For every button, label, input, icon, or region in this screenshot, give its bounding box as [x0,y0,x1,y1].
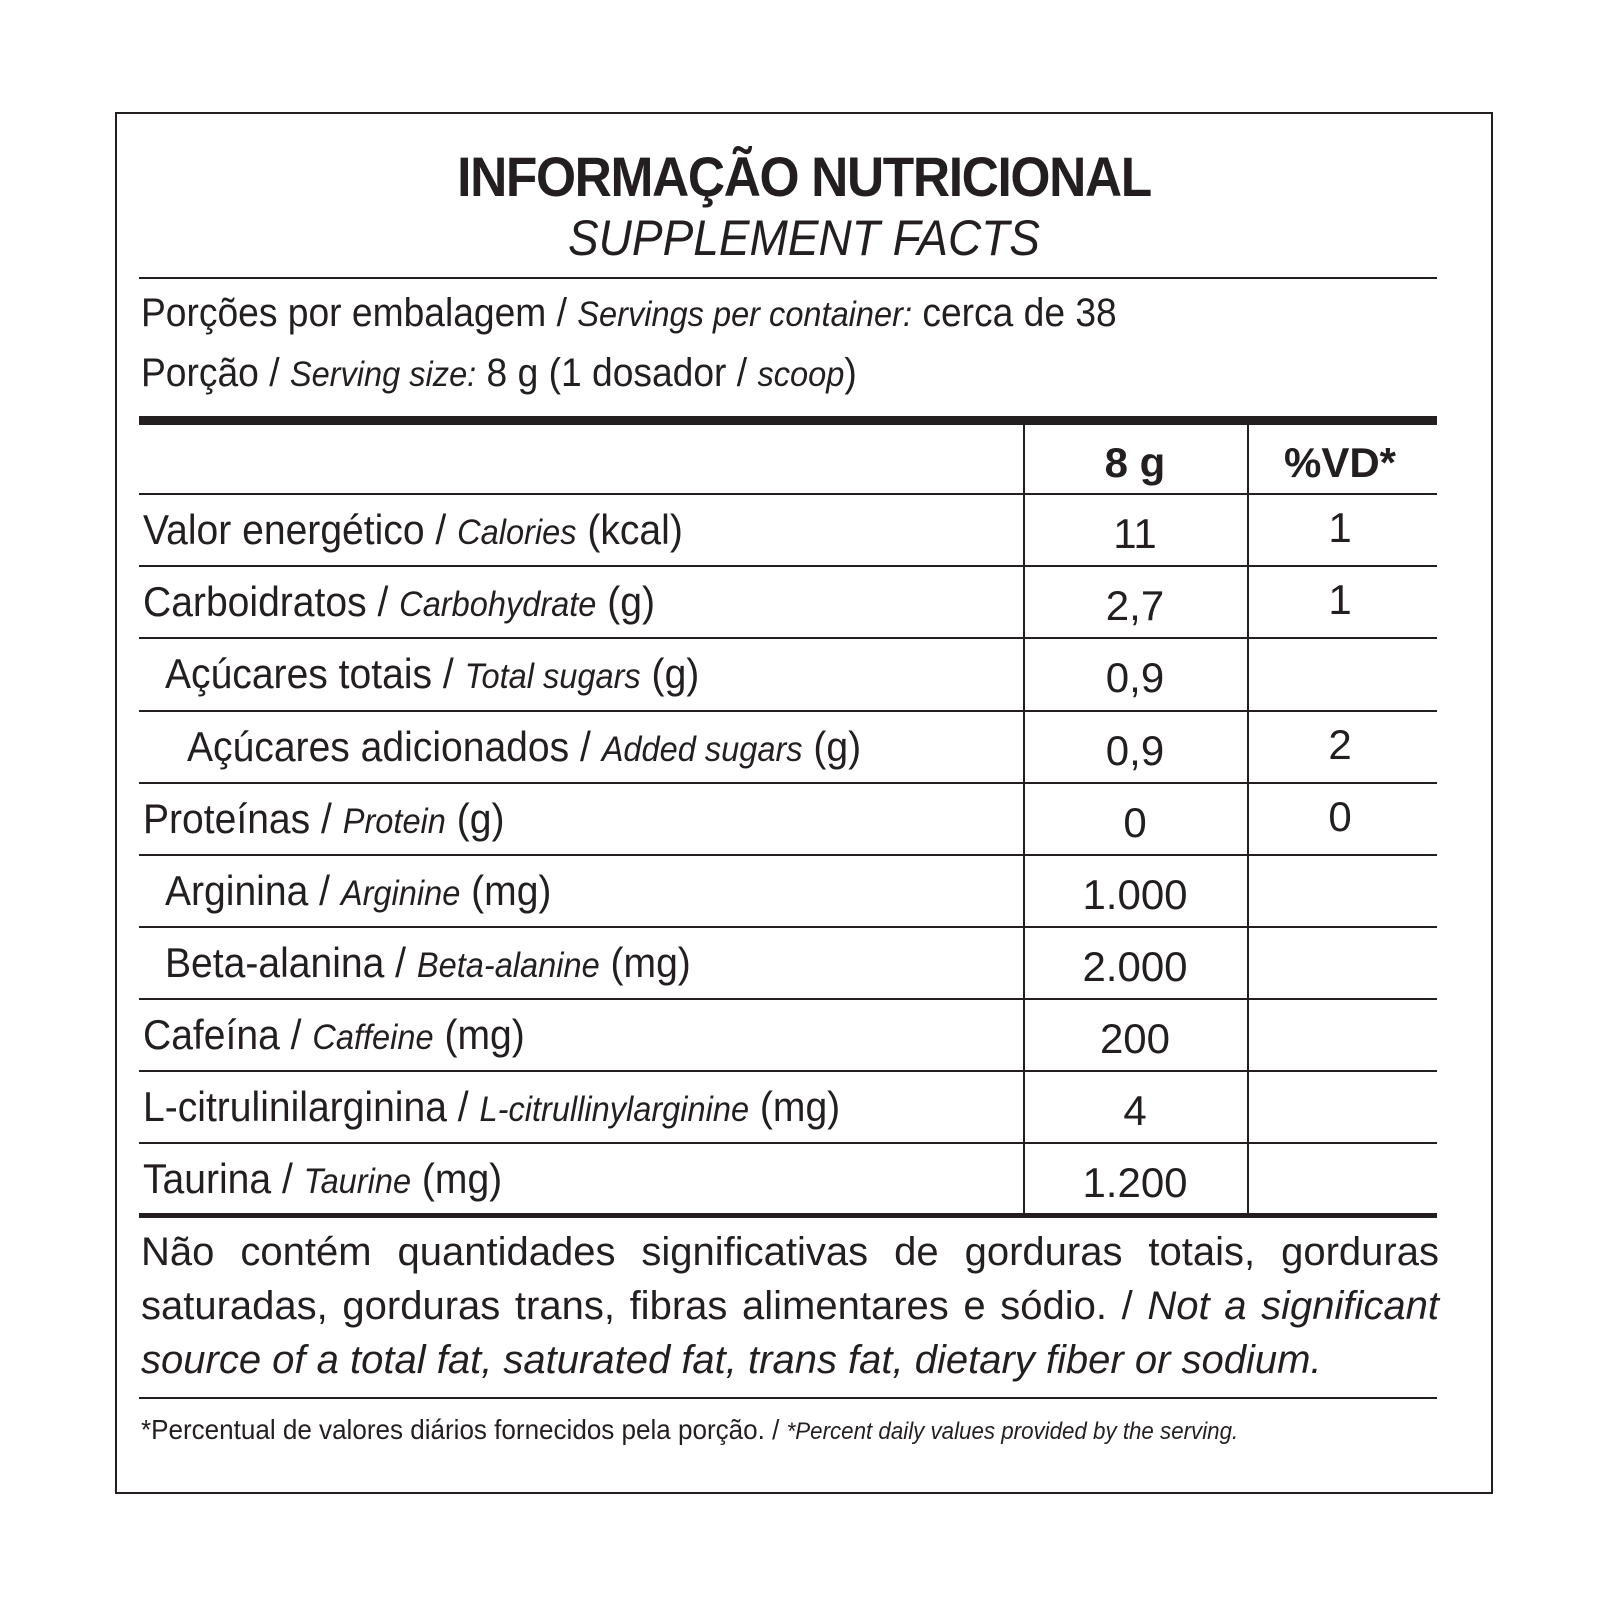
table-row-value: 4 [1123,1087,1147,1134]
row-name-pt: Valor energético / [143,506,458,553]
table-row-name [143,1011,525,1059]
row-divider [139,782,1437,784]
row-name-pt: Carboidratos / [143,578,400,625]
servings-pt: Porções por embalagem / [141,291,578,335]
row-name-en: Beta-alanine [416,946,600,985]
servings-per-container [141,291,1117,336]
row-divider [139,710,1437,712]
row-unit: (g) [640,650,700,697]
divider-thick-bottom [139,1213,1437,1218]
row-name-pt: Proteínas / [143,795,343,842]
serving-size-scoop: scoop [757,355,845,394]
table-row-value: 2,7 [1105,582,1165,629]
row-name-pt: L-citrulinilarginina / [143,1083,480,1130]
row-divider [139,998,1437,1000]
row-name-en: Caffeine [312,1018,434,1057]
row-name-en: Added sugars [601,730,803,769]
row-name-en: Carbohydrate [399,585,597,624]
note-en: Not a significant source of a total fat, saturated fat, trans fat, dietary fiber or sodium. [141,1284,1439,1382]
row-unit: (mg) [749,1083,841,1130]
table-row-value: 1.200 [1082,1159,1188,1206]
table-row-value: 0,9 [1105,654,1165,701]
footnote-en: *Percent daily values provided by the serving. [786,1418,1239,1445]
divider-footnote [139,1397,1437,1399]
row-divider [139,637,1437,639]
label-subtitle: SUPPLEMENT FACTS [567,210,1040,266]
footnote [141,1414,1238,1446]
nutrition-label [115,112,1493,1494]
table-row-name [143,506,683,554]
not-significant-note [141,1225,1439,1387]
column-header-dv: %VD* [1283,439,1397,486]
table-row-dv: 0 [1328,793,1352,840]
column-header-amount: 8 g [1104,439,1166,486]
label-title: INFORMAÇÃO NUTRICIONAL [457,145,1151,208]
row-divider [139,854,1437,856]
row-name-en: Total sugars [464,657,641,696]
row-unit: (mg) [433,1011,525,1058]
divider-top [139,277,1437,279]
row-unit: (g) [802,723,862,770]
row-name-pt: Arginina / [165,867,341,914]
table-row-value: 2.000 [1082,943,1188,990]
serving-size-pt: Porção / [141,351,290,395]
table-row-dv: 2 [1328,721,1352,768]
table-row-value: 0 [1123,799,1147,846]
row-unit: (kcal) [576,506,683,553]
row-name-en: Calories [457,513,577,552]
row-name-pt: Cafeína / [143,1011,313,1058]
table-row-name [143,1083,840,1131]
table-row-dv: 1 [1328,504,1352,551]
row-divider [139,565,1437,567]
note-pt: Não contém quantidades significativas de gorduras totais, gorduras saturadas, gorduras trans, fibras alimentares e sódio. / [141,1230,1439,1328]
table-row-name [165,939,691,987]
table-row-name [187,723,861,771]
serving-size-value: 8 g (1 dosador / [476,351,758,395]
table-row-dv: 1 [1328,576,1352,623]
row-unit: (g) [445,795,505,842]
table-row-value: 0,9 [1105,727,1165,774]
row-name-en: L-citrullinylarginine [479,1090,750,1129]
table-row-name [143,578,655,626]
table-row-name [143,795,504,843]
row-divider [139,926,1437,928]
table-row-name [165,650,699,698]
row-name-pt: Beta-alanina / [165,939,417,986]
row-name-en: Arginine [340,874,461,913]
table-row-value: 1.000 [1082,871,1188,918]
row-unit: (g) [596,578,656,625]
table-row-name [165,867,551,915]
serving-size [141,351,857,396]
row-name-pt: Taurina / [143,1155,304,1202]
row-divider [139,1142,1437,1144]
row-unit: (mg) [411,1155,503,1202]
row-unit: (mg) [460,867,552,914]
row-unit: (mg) [599,939,691,986]
footnote-pt: *Percentual de valores diários fornecidos pela porção. / [141,1414,787,1445]
table-row-value: 200 [1099,1015,1171,1062]
table-row-value: 11 [1113,510,1157,557]
row-name-pt: Açúcares adicionados / [187,723,602,770]
servings-value: cerca de 38 [912,291,1117,335]
serving-size-en: Serving size: [289,355,477,394]
row-divider [139,1070,1437,1072]
divider-thick-top [139,416,1437,425]
table-row-name [143,1155,502,1203]
row-divider [139,493,1437,495]
servings-en: Servings per container: [577,295,913,334]
row-name-en: Protein [342,802,446,841]
serving-size-close: ) [844,351,857,395]
row-name-pt: Açúcares totais / [165,650,465,697]
row-name-en: Taurine [303,1162,412,1201]
